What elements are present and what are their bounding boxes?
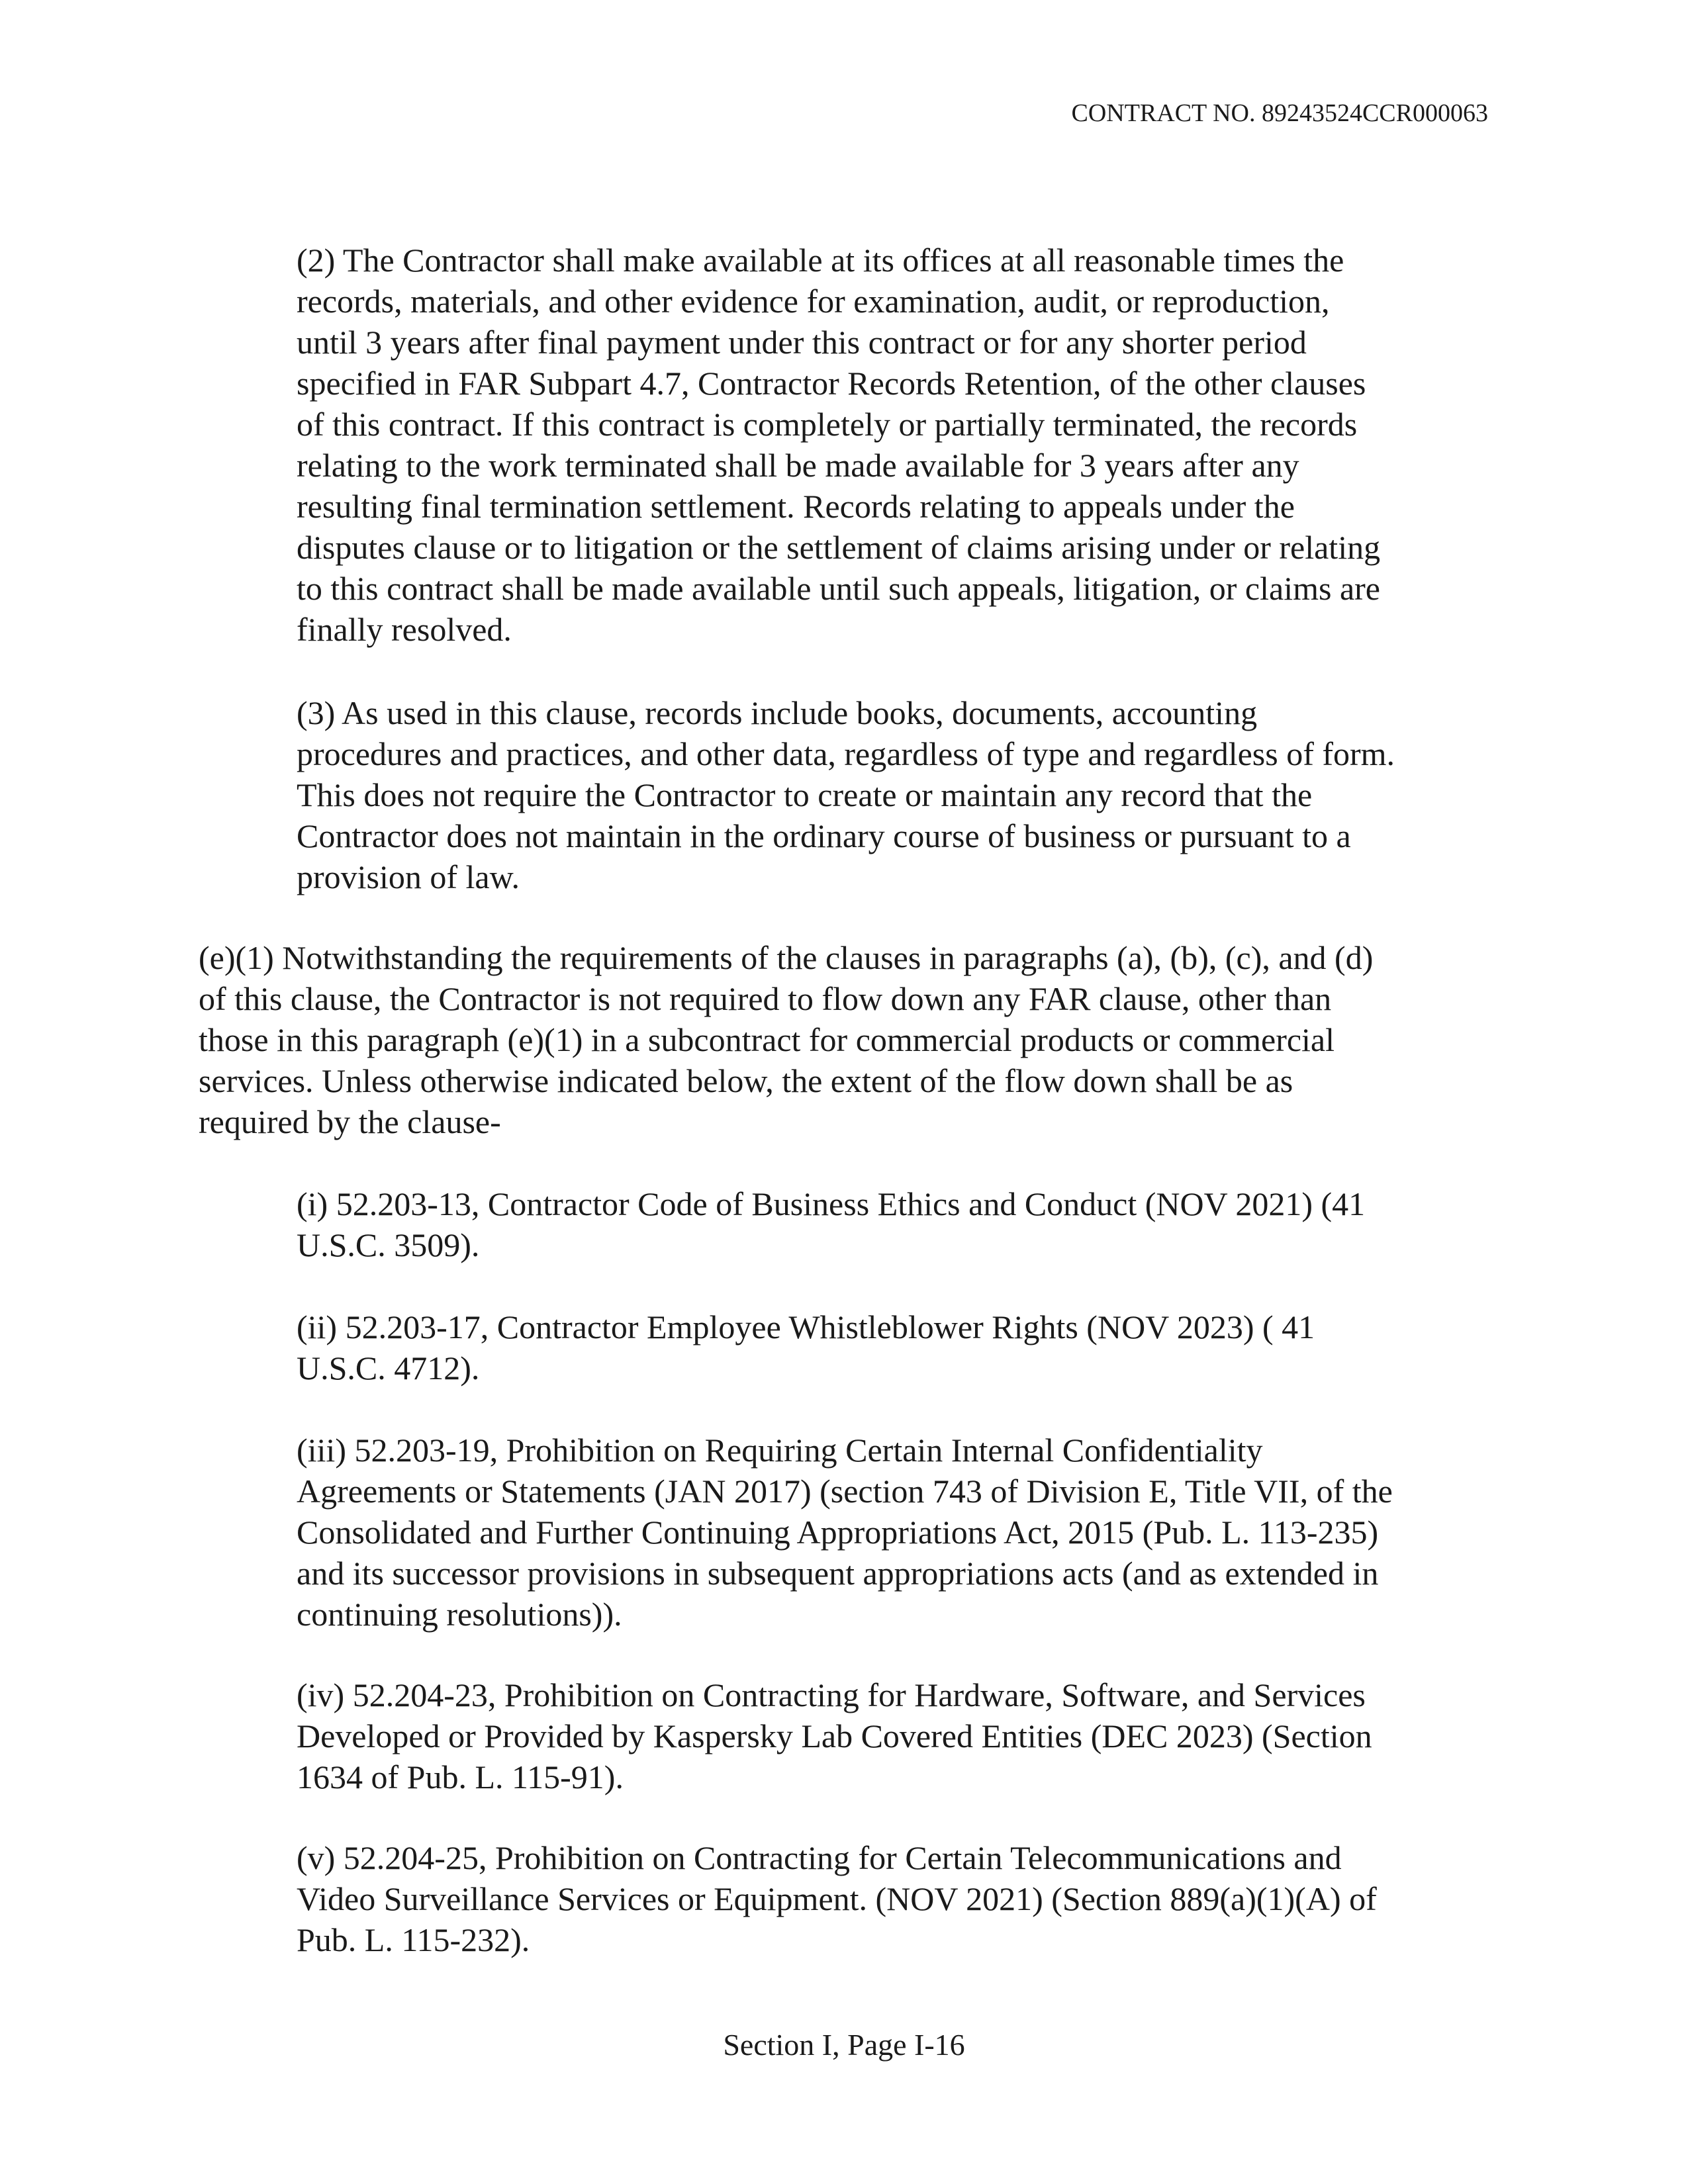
list-item-ii: (ii) 52.203-17, Contractor Employee Whistleblower Rights (NOV 2023) ( 41 U.S.C. 4712). [297, 1308, 1315, 1387]
list-item-v: (v) 52.204-25, Prohibition on Contracting for Certain Telecommunications and Video Surveillance Services or Equipment. (NOV 2021) (Section 889(a)(1)(A) of Pub. L. 115-232). [297, 1839, 1377, 1958]
page-footer: Section I, Page I-16 [723, 2028, 965, 2062]
paragraph-d2-records-availability: (2) The Contractor shall make available at its offices at all reasonable times the records, materials, and other evidence for examination, audit, or reproduction, until 3 years after final payment under this contract or for any shorter period specified in FAR Subpart 4.7, Contractor Records Retention, of the other clauses of this contract. If this contract is completely or partially terminated, the records relating to the work terminated shall be made available for 3 years after any resulting final termination settlement. Records relating to appeals under the disputes clause or to litigation or the settlement of claims arising under or relating to this contract shall be made available until such appeals, litigation, or claims are finally resolved. [297, 242, 1381, 648]
contract-number-header: CONTRACT NO. 89243524CCR000063 [1071, 99, 1488, 127]
list-item-iv: (iv) 52.204-23, Prohibition on Contracting for Hardware, Software, and Services Developed or Provided by Kaspersky Lab Covered Entities (DEC 2023) (Section 1634 of Pub. L. 115-91). [297, 1676, 1372, 1796]
list-item-i: (i) 52.203-13, Contractor Code of Business Ethics and Conduct (NOV 2021) (41 U.S.C. 3509). [297, 1185, 1366, 1263]
list-item-iii: (iii) 52.203-19, Prohibition on Requiring Certain Internal Confidentiality Agreements or Statements (JAN 2017) (section 743 of Division E, Title VII, of the Consolidated and Further Continuing Appropriations Act, 2015 (Pub. L. 113-235) and its successor provisions in subsequent appropriations acts (and as extended in continuing resolutions)). [297, 1432, 1393, 1633]
paragraph-d3-records-definition: (3) As used in this clause, records include books, documents, accounting procedures and practices, and other data, regardless of type and regardless of form. This does not require the Contractor to create or maintain any record that the Contractor does not maintain in the ordinary course of business or pursuant to a provision of law. [297, 694, 1395, 895]
paragraph-e1-flow-down: (e)(1) Notwithstanding the requirements of the clauses in paragraphs (a), (b), (c), and (d) of this clause, the Contractor is not required to flow down any FAR clause, other than those in this paragraph (e)(1) in a subcontract for commercial products or commercial services. Unless otherwise indicated below, the extent of the flow down shall be as required by the clause- [199, 939, 1374, 1140]
